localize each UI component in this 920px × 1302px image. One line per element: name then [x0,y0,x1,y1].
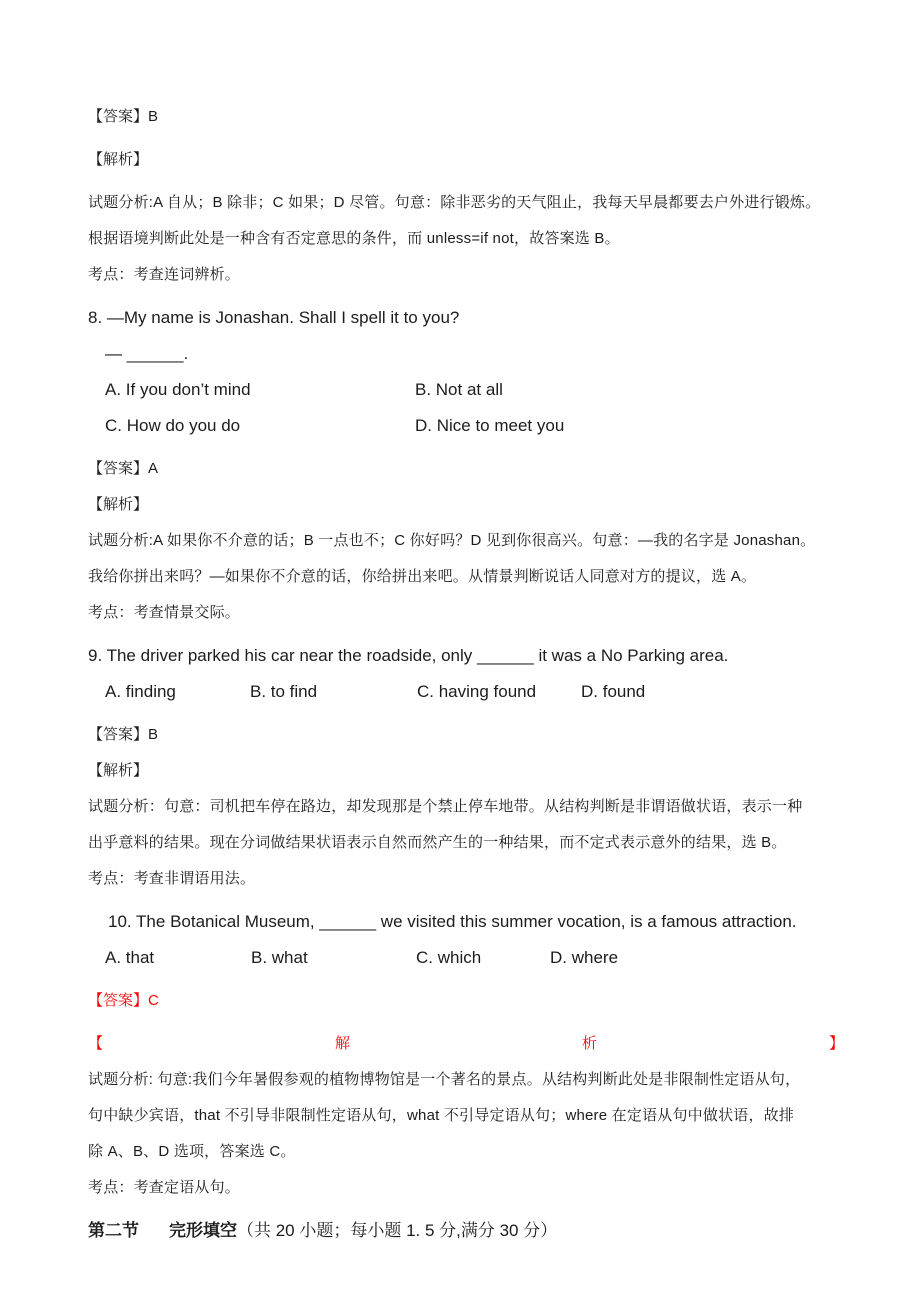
q9-analysis-heading: 【解析】 [88,762,149,779]
q10-option-b: B. what [251,948,308,967]
section2-meta: （共 20 小题；每小题 1. 5 分,满分 30 分） [237,1221,558,1240]
q9-analysis-line-1: 试题分析：句意：司机把车停在路边，却发现那是个禁止停车地带。从结构判断是非谓语做状语，表示一种 [88,798,803,815]
section2-label: 第二节 [88,1221,139,1240]
section2-title: 完形填空 [169,1221,237,1240]
q10-analysis-bracket-close: 】 [828,1035,844,1052]
q10-option-d: D. where [550,948,619,967]
q9-options-row [88,674,860,710]
q8-option-c: C. How do you do [105,416,241,435]
q8-option-d: D. Nice to meet you [415,416,565,435]
q7-points-line: 考点：考查连词辨析。 [88,266,241,283]
q10-analysis-line-3: 除 A、B、D 选项，答案选 C。 [88,1143,296,1160]
q10-stem: 10. The Botanical Museum, ______ we visited this summer vocation, is a famous attraction. [108,912,797,931]
q9-stem: 9. The driver parked his car near the roadside, only ______ it was a No Parking area. [88,646,729,665]
q8-reply-blank: — ______. [105,344,189,363]
q10-options-row [88,940,860,976]
q9-option-a: A. finding [105,682,176,701]
q8-analysis-heading: 【解析】 [88,496,149,513]
q8-options-row-2 [88,408,860,444]
q8-option-a: A. If you don’t mind [105,380,251,399]
q9-option-b: B. to find [250,682,318,701]
q8-points-line: 考点：考查情景交际。 [88,604,241,621]
q10-points-line: 考点：考查定语从句。 [88,1179,241,1196]
q9-answer-line: 【答案】B [88,726,159,743]
q10-analysis-char-jie: 解 [334,1035,350,1052]
q8-analysis-line-1: 试题分析:A 如果你不介意的话；B 一点也不；C 你好吗？D 见到你很高兴。句意：—我的名字是 Jonashan。 [88,532,816,549]
q7-answer-line: 【答案】B [88,108,159,125]
q10-analysis-line-2: 句中缺少宾语，that 不引导非限制性定语从句，what 不引导定语从句；where 在定语从句中做状语，故排 [88,1107,795,1124]
q10-option-c: C. which [416,948,482,967]
q7-analysis-heading: 【解析】 [88,151,149,168]
q10-analysis-bracket-open: 【 [88,1035,104,1052]
q9-points-line: 考点：考查非谓语用法。 [88,870,256,887]
q8-option-b: B. Not at all [415,380,503,399]
q8-analysis-line-2: 我给你拼出来吗？—如果你不介意的话，你给拼出来吧。从情景判断说话人同意对方的提议，选 A。 [88,568,757,585]
q9-option-d: D. found [581,682,646,701]
q10-answer-line: 【答案】C [88,992,159,1009]
q10-analysis-line-1: 试题分析: 句意:我们今年暑假参观的植物博物馆是一个著名的景点。从结构判断此处是非限制性定语从句， [88,1071,801,1088]
q10-option-a: A. that [105,948,155,967]
q9-analysis-line-2: 出乎意料的结果。现在分词做结果状语表示自然而然产生的一种结果，而不定式表示意外的结果，选 B。 [88,834,787,851]
q8-stem: 8. —My name is Jonashan. Shall I spell it to you? [88,308,460,327]
section2-header [88,1213,860,1249]
q9-option-c: C. having found [417,682,537,701]
q8-options-row-1 [88,372,860,408]
q7-analysis-line-2: 根据语境判断此处是一种含有否定意思的条件，而 unless=if not，故答案选 B。 [88,230,620,247]
q10-analysis-heading-justified [88,1026,844,1062]
q7-analysis-line-1: 试题分析:A 自从；B 除非；C 如果；D 尽管。句意：除非恶劣的天气阻止，我每天早晨都要去户外进行锻炼。 [88,194,821,211]
q8-answer-line: 【答案】A [88,460,159,477]
q10-analysis-char-xi: 析 [581,1035,597,1052]
